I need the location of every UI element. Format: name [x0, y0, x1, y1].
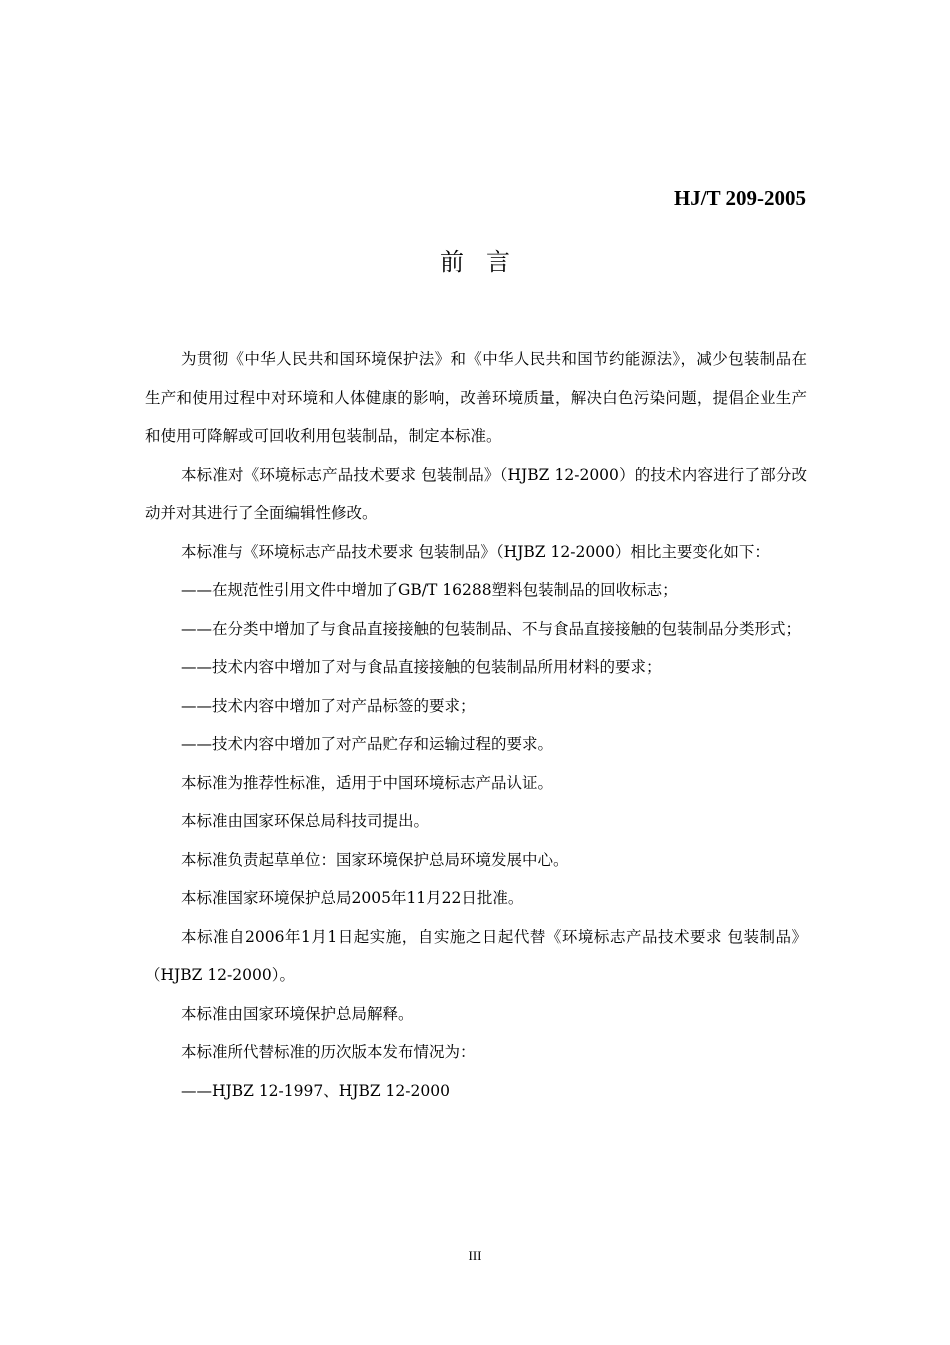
list-item: ——技术内容中增加了对与食品直接接触的包装制品所用材料的要求；	[181, 658, 662, 676]
paragraph: 本标准负责起草单位：国家环境保护总局环境发展中心。	[181, 850, 569, 869]
list-item: ——在规范性引用文件中增加了GB/T 16288塑料包装制品的回收标志；	[181, 581, 678, 599]
paragraph: 本标准自2006年1月1日起实施，自实施之日起代替《环境标志产品技术要求 包装制品》（HJBZ 12-2000）。	[145, 927, 807, 984]
paragraph: 本标准由国家环境保护总局解释。	[181, 1004, 414, 1023]
paragraph: 本标准所代替标准的历次版本发布情况为：	[181, 1043, 476, 1061]
list-item: ——在分类中增加了与食品直接接触的包装制品、不与食品直接接触的包装制品分类形式；	[181, 619, 802, 638]
paragraph: 本标准为推荐性标准，适用于中国环境标志产品认证。	[181, 773, 554, 792]
paragraph: 本标准由国家环保总局科技司提出。	[181, 812, 430, 830]
list-item: ——技术内容中增加了对产品贮存和运输过程的要求。	[181, 735, 554, 753]
paragraph: 本标准与《环境标志产品技术要求 包装制品》（HJBZ 12-2000）相比主要变化如下：	[181, 542, 770, 561]
page-title: 前言	[440, 248, 532, 276]
paragraph: 本标准对《环境标志产品技术要求 包装制品》（HJBZ 12-2000）的技术内容进行了部分改动并对其进行了全面编辑性修改。	[145, 465, 807, 522]
paragraph: 为贯彻《中华人民共和国环境保护法》和《中华人民共和国节约能源法》，减少包装制品在生产和使用过程中对环境和人体健康的影响，改善环境质量，解决白色污染问题，提倡企业生产和使用可降解或可回收利用包装制品，制定本标准。	[145, 350, 807, 445]
paragraph: 本标准国家环境保护总局2005年11月22日批准。	[181, 889, 524, 907]
page-number: III	[468, 1248, 482, 1263]
foreword-body	[145, 340, 807, 1110]
list-item: ——HJBZ 12-1997、HJBZ 12-2000	[181, 1081, 450, 1100]
list-item: ——技术内容中增加了对产品标签的要求；	[181, 696, 476, 715]
standard-code: HJ/T 209-2005	[673, 186, 806, 210]
